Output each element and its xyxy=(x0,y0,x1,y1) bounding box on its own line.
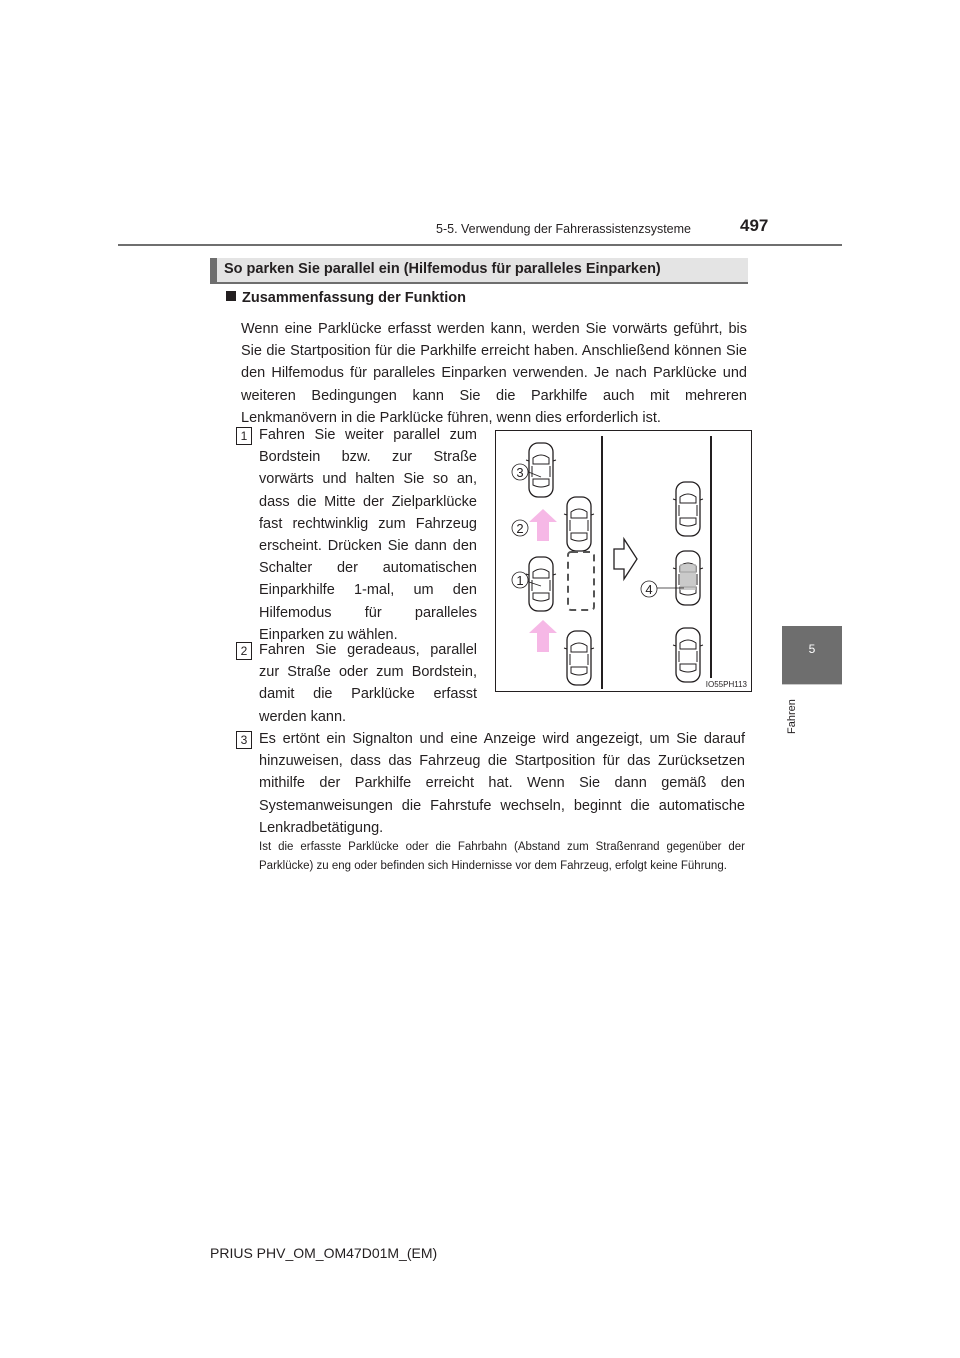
chapter-tab-number: 5 xyxy=(808,642,816,656)
parking-diagram xyxy=(496,431,751,691)
section-title: So parken Sie parallel ein (Hilfemodus für paralleles Einparken) xyxy=(224,261,661,277)
note-text: Ist die erfasste Parklücke oder die Fahrbahn (Abstand zum Straßenrand gegenüber der Parklücke) zu eng oder befinden sich Hindernisse vor dem Fahrzeug, erfolgt keine Führung. xyxy=(259,841,745,872)
section-title-bar xyxy=(210,258,217,282)
step-3-text: Es ertönt ein Signalton und eine Anzeige wird angezeigt, um Sie darauf hinzuweisen, dass das Fahrzeug die Startposition für das Zurücksetzen mithilfe der Parkhilfe erreicht hat. Wenn Sie dann gemäß den Systemanweisungen die Fahrstufe wechseln, beginnt die automatische Lenkradbetätigung. xyxy=(259,731,745,836)
callout-2-label: 2 xyxy=(516,521,524,536)
intro-paragraph: Wenn eine Parklücke erfasst werden kann, werden Sie vorwärts geführt, bis Sie die Startposition für die Parkhilfe erreicht haben. Anschließend können Sie den Hilfemodus für paralleles Einparken verwenden. Je nach Parklücke und weiteren Bedingungen kann Sie die Parkhilfe auch mit mehreren Lenkmanövern in die Parklücke führen, wenn dies erforderlich ist. xyxy=(241,321,747,426)
vehicle-highlight xyxy=(680,564,696,590)
callout-1-label: 1 xyxy=(516,573,524,588)
step-3-badge: 3 xyxy=(236,731,252,749)
target-parking-space xyxy=(568,552,594,610)
callout-3-label: 3 xyxy=(516,465,524,480)
footer-document-id: PRIUS PHV_OM_OM47D01M_(EM) xyxy=(210,1245,438,1261)
step-2-badge: 2 xyxy=(236,642,252,660)
subheading xyxy=(226,290,466,306)
chapter-tab-divider xyxy=(782,684,842,685)
vehicle-reference xyxy=(673,628,703,682)
step-1-text: Fahren Sie weiter parallel zum Bordstein bzw. zur Straße vorwärts und halten Sie so an, dass die Mitte der Zielparklücke fast rechtwinklig zum Fahrzeug erscheint. Drücken Sie dann den Schalter der automatischen Einparkhilfe 1-mal, um den Hilfemodus für paralleles Einparken zu wählen. xyxy=(259,427,477,643)
figure-code: IO55PH113 xyxy=(705,680,747,689)
header-section-title: 5-5. Verwendung der Fahrerassistenzsysteme xyxy=(436,222,691,236)
vehicle-position-3 xyxy=(526,443,556,497)
header-rule xyxy=(118,244,842,246)
section-title-box xyxy=(210,258,748,284)
parked-car xyxy=(564,631,594,685)
vehicle-position-1 xyxy=(526,557,556,611)
forward-arrow-icon xyxy=(529,509,557,541)
step-1-badge: 1 xyxy=(236,427,252,445)
parking-illustration xyxy=(495,430,752,692)
callout-4-label: 4 xyxy=(645,582,653,597)
chapter-tab-label: Fahren xyxy=(786,699,798,734)
forward-arrow-icon xyxy=(529,620,557,652)
parked-car xyxy=(564,497,594,551)
square-bullet-icon xyxy=(226,291,236,301)
vehicle-reference xyxy=(673,482,703,536)
page-number: 497 xyxy=(740,216,769,235)
step-2-text: Fahren Sie geradeaus, parallel zur Straße oder zum Bordstein, damit die Parklücke erfasst werden kann. xyxy=(259,642,477,725)
subheading-text: Zusammenfassung der Funktion xyxy=(242,290,466,306)
transition-arrow-icon xyxy=(614,539,637,579)
